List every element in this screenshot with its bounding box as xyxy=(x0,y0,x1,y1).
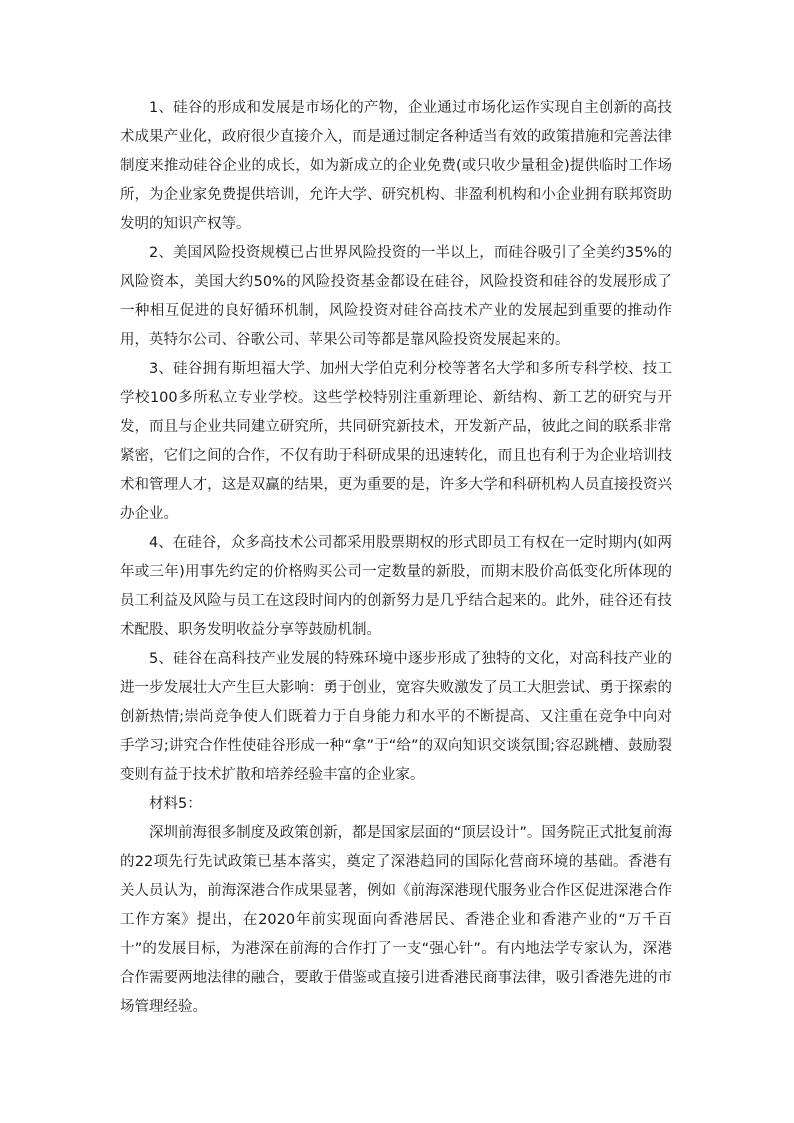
paragraph-material-5: 深圳前海很多制度及政策创新，都是国家层面的“顶层设计”。国务院正式批复前海的22项先行先试政策已基本落实，奠定了深港趋同的国际化营商环境的基础。香港有关人员认为，前海深港合作成果显著，例如《前海深港现代服务业合作区促进深港合作工作方案》提出，在2020年前实现面向香港居民、香港企业和香港产业的“万千百十”的发展目标，为港深在前海的合作打了一支“强心针”。有内地法学专家认为，深港合作需要两地法律的融合，要敢于借鉴或直接引进香港民商事法律，吸引香港先进的市场管理经验。 xyxy=(120,825,672,1015)
section-heading-material-5: 材料5： xyxy=(149,796,202,812)
paragraph-3: 3、硅谷拥有斯坦福大学、加州大学伯克利分校等著名大学和多所专科学校、技工学校100多所私立专业学校。这些学校特别注重新理论、新结构、新工艺的研究与开发，而且与企业共同建立研究所，共同研究新技术，开发新产品，彼此之间的联系非常紧密，它们之间的合作，不仅有助于科研成果的迅速转化，而且也有利于为企业培训技术和管理人才，这是双赢的结果，更为重要的是，许多大学和科研机构人员直接投资兴办企业。 xyxy=(120,361,672,522)
paragraph-2: 2、美国风险投资规模已占世界风险投资的一半以上，而硅谷吸引了全美约35%的风险资本，美国大约50%的风险投资基金都设在硅谷，风险投资和硅谷的发展形成了一种相互促进的良好循环机制，风险投资对硅谷高技术产业的发展起到重要的推动作用，英特尔公司、谷歌公司、苹果公司等都是靠风险投资发展起来的。 xyxy=(120,245,672,348)
paragraph-1: 1、硅谷的形成和发展是市场化的产物，企业通过市场化运作实现自主创新的高技术成果产业化，政府很少直接介入，而是通过制定各种适当有效的政策措施和完善法律制度来推动硅谷企业的成长，如为新成立的企业免费(或只收少量租金)提供临时工作场所，为企业家免费提供培训，允许大学、研究机构、非盈利机构和小企业拥有联邦资助发明的知识产权等。 xyxy=(120,100,672,232)
paragraph-4: 4、在硅谷，众多高技术公司都采用股票期权的形式即员工有权在一定时期内(如两年或三年)用事先约定的价格购买公司一定数量的新股，而期末股价高低变化所体现的员工利益及风险与员工在这段时间内的创新努力是几乎结合起来的。此外，硅谷还有技术配股、职务发明收益分享等鼓励机制。 xyxy=(120,535,672,638)
paragraph-5: 5、硅谷在高科技产业发展的特殊环境中逐步形成了独特的文化，对高科技产业的进一步发展壮大产生巨大影响：勇于创业，宽容失败激发了员工大胆尝试、勇于探索的创新热情;崇尚竞争使人们既着力于自身能力和水平的不断提高、又注重在竞争中向对手学习;讲究合作性使硅谷形成一种“拿”于“给”的双向知识交谈氛围;容忍跳槽、鼓励裂变则有益于技术扩散和培养经验丰富的企业家。 xyxy=(120,651,672,783)
document-body xyxy=(120,94,672,1022)
